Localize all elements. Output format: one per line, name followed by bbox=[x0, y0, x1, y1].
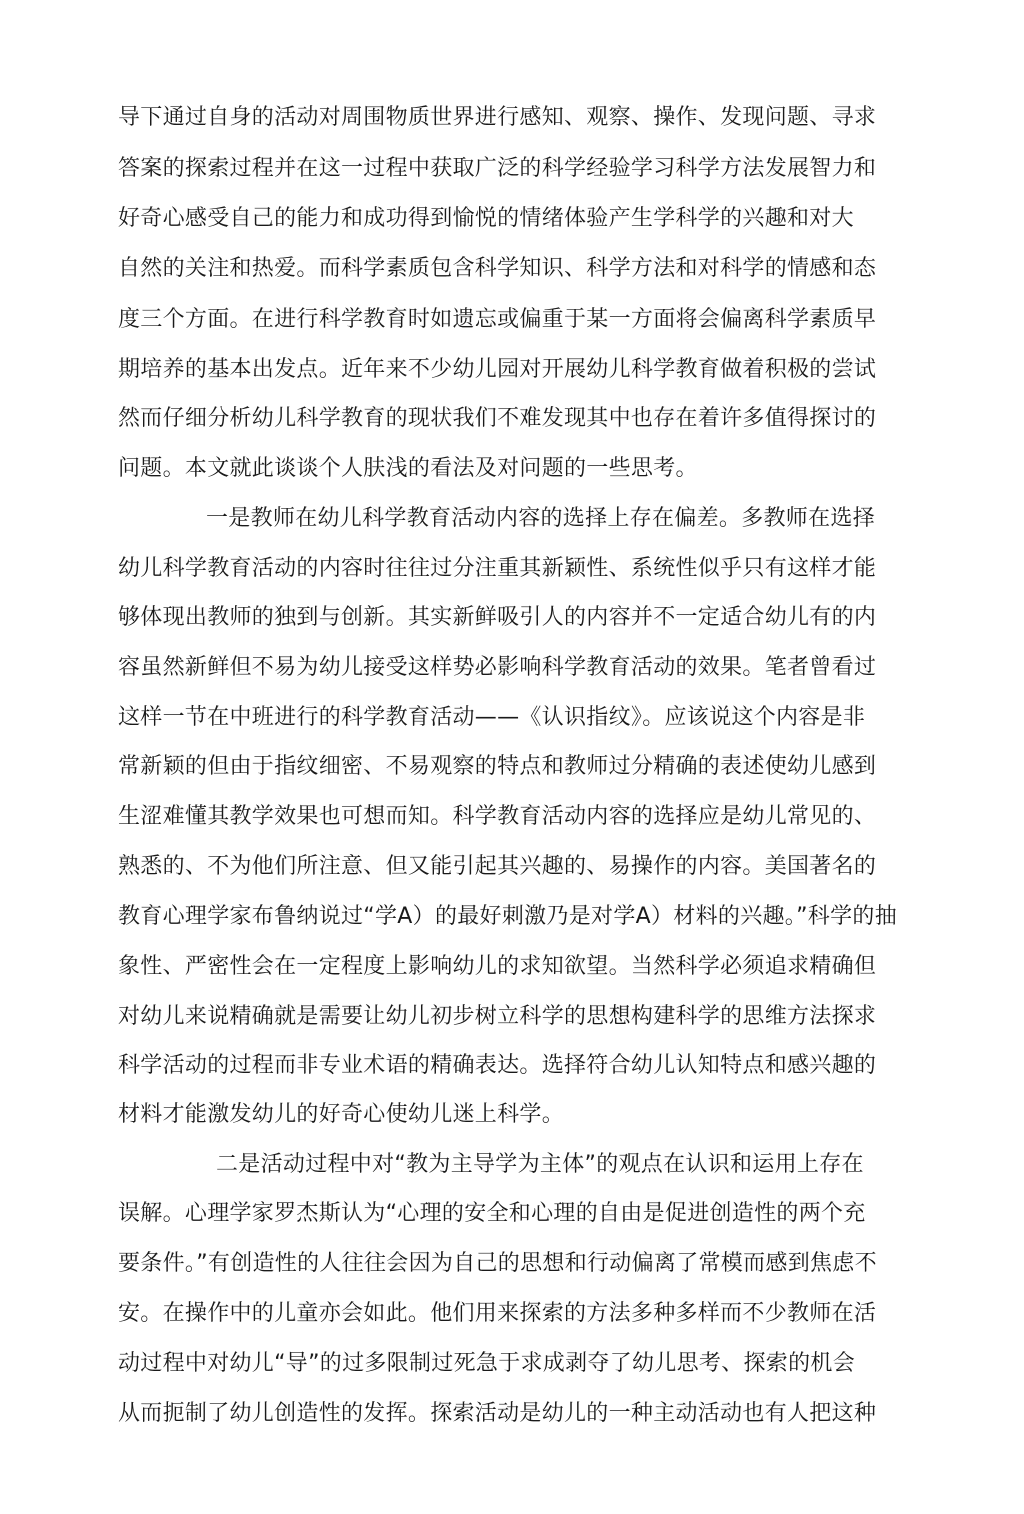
text-line: 动过程中对幼儿“导”的过多限制过死急于求成剥夺了幼儿思考、探索的机会 bbox=[118, 1351, 855, 1376]
text-line: 问题。本文就此谈谈个人肤浅的看法及对问题的一些思考。 bbox=[118, 456, 698, 481]
text-line: 够体现出教师的独到与创新。其实新鲜吸引人的内容并不一定适合幼儿有的内 bbox=[118, 605, 877, 630]
text-line: 象性、严密性会在一定程度上影响幼儿的求知欲望。当然科学必须追求精确但 bbox=[118, 954, 877, 979]
text-line: 从而扼制了幼儿创造性的发挥。探索活动是幼儿的一种主动活动也有人把这种 bbox=[118, 1401, 877, 1426]
text-line: 对幼儿来说精确就是需要让幼儿初步树立科学的思想构建科学的思维方法探求 bbox=[118, 1004, 877, 1029]
text-line: 生涩难懂其教学效果也可想而知。科学教育活动内容的选择应是幼儿常见的、 bbox=[118, 804, 877, 829]
text-line: 要条件。”有创造性的人往往会因为自己的思想和行动偏离了常模而感到焦虑不 bbox=[118, 1251, 877, 1276]
text-line: 自然的关注和热爱。而科学素质包含科学知识、科学方法和对科学的情感和态 bbox=[118, 256, 877, 281]
text-line: 材料才能激发幼儿的好奇心使幼儿迷上科学。 bbox=[118, 1102, 565, 1127]
text-line: 这样一节在中班进行的科学教育活动——《认识指纹》。应该说这个内容是非 bbox=[118, 705, 866, 730]
text-line: 容虽然新鲜但不易为幼儿接受这样势必影响科学教育活动的效果。笔者曾看过 bbox=[118, 655, 877, 680]
paragraph-first-line: 一是教师在幼儿科学教育活动内容的选择上存在偏差。多教师在选择 bbox=[206, 506, 876, 531]
text-line: 误解。心理学家罗杰斯认为“心理的安全和心理的自由是促进创造性的两个充 bbox=[118, 1201, 866, 1226]
text-line: 期培养的基本出发点。近年来不少幼儿园对开展幼儿科学教育做着积极的尝试 bbox=[118, 357, 877, 382]
text-line: 好奇心感受自己的能力和成功得到愉悦的情绪体验产生学科学的兴趣和对大 bbox=[118, 206, 854, 231]
text-line: 教育心理学家布鲁纳说过“学A）的最好刺激乃是对学A）材料的兴趣。”科学的抽 bbox=[118, 904, 897, 929]
text-line: 导下通过自身的活动对周围物质世界进行感知、观察、操作、发现问题、寻求 bbox=[118, 105, 877, 130]
text-line: 度三个方面。在进行科学教育时如遗忘或偏重于某一方面将会偏离科学素质早 bbox=[118, 307, 877, 332]
paragraph-first-line: 二是活动过程中对“教为主导学为主体”的观点在认识和运用上存在 bbox=[216, 1152, 864, 1177]
text-line: 常新颖的但由于指纹细密、不易观察的特点和教师过分精确的表述使幼儿感到 bbox=[118, 754, 877, 779]
text-line: 幼儿科学教育活动的内容时往往过分注重其新颖性、系统性似乎只有这样才能 bbox=[118, 556, 877, 581]
text-line: 科学活动的过程而非专业术语的精确表达。选择符合幼儿认知特点和感兴趣的 bbox=[118, 1053, 877, 1078]
text-line: 然而仔细分析幼儿科学教育的现状我们不难发现其中也存在着许多值得探讨的 bbox=[118, 406, 877, 431]
text-line: 答案的探索过程并在这一过程中获取广泛的科学经验学习科学方法发展智力和 bbox=[118, 156, 877, 181]
text-line: 安。在操作中的儿童亦会如此。他们用来探索的方法多种多样而不少教师在活 bbox=[118, 1301, 877, 1326]
text-line: 熟悉的、不为他们所注意、但又能引起其兴趣的、易操作的内容。美国著名的 bbox=[118, 854, 877, 879]
